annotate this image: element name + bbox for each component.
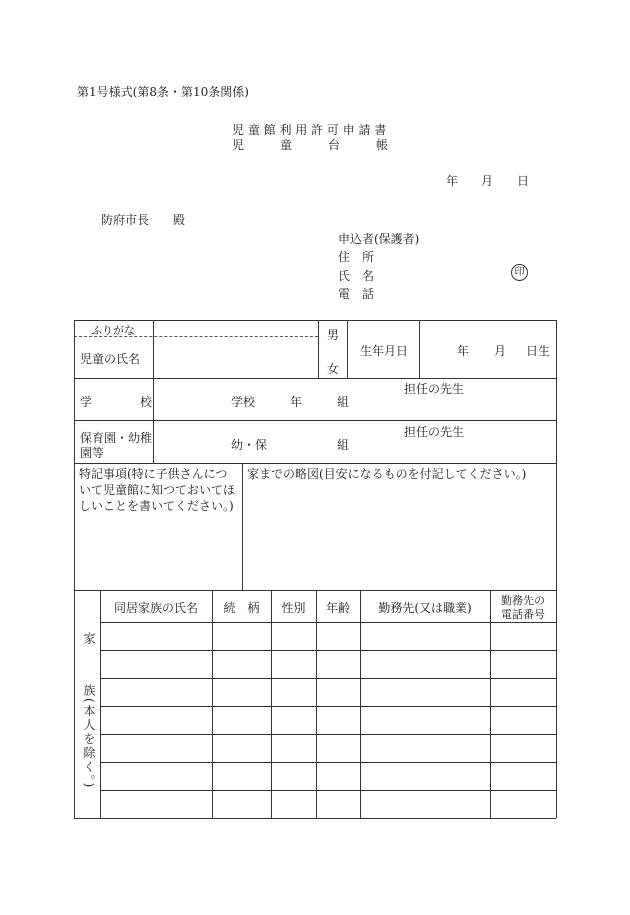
birth-date-label: 生年月日 [360, 344, 409, 358]
family-col-phone-line2: 電話番号 [501, 608, 545, 621]
family-col-relation: 続 柄 [223, 601, 260, 615]
school-label: 学 校 [80, 395, 153, 409]
gender-female: 女 [327, 362, 340, 376]
nursery-text: 幼・保 [231, 438, 268, 452]
school-class: 組 [337, 395, 350, 409]
special-notes-line3: しいことを書いてください。) [79, 499, 234, 513]
addressee: 防府市長 殿 [101, 213, 186, 227]
special-notes-line1: 特記事項(特に子供さんにつ [79, 467, 228, 481]
name-label: 氏 名 [338, 269, 375, 283]
address-label: 住 所 [338, 250, 375, 264]
family-col-gender: 性別 [281, 601, 306, 615]
birth-month: 月 [494, 344, 507, 358]
birth-year: 年 [457, 344, 470, 358]
map-instruction: 家までの略図(目安になるものを付記してください。) [247, 467, 527, 481]
child-name-label: 児童の氏名 [80, 352, 141, 366]
seal-icon: 印 [511, 264, 528, 281]
date-year: 年 [446, 174, 459, 188]
title-application: 児 童 館 利 用 許 可 申 請 書 [232, 123, 387, 137]
phone-label: 電 話 [338, 287, 375, 301]
school-text: 学校 [231, 395, 256, 409]
teacher-label-2: 担任の先生 [404, 425, 465, 439]
school-grade: 年 [290, 395, 303, 409]
applicant-heading: 申込者(保護者) [338, 232, 420, 246]
teacher-label: 担任の先生 [404, 382, 465, 396]
family-col-workplace: 勤務先(又は職業) [378, 601, 472, 615]
furigana-label: ふりがな [91, 324, 135, 337]
form-number: 第1号様式(第8条・第10条関係) [77, 85, 249, 99]
family-col-name: 同居家族の氏名 [113, 601, 198, 615]
family-side-label-1: 家 [82, 632, 96, 646]
family-side-label-2: 族(本人を除く。) [82, 684, 96, 790]
title-register: 児 童 台 帳 [232, 138, 389, 152]
nursery-label-line2: 園等 [80, 446, 105, 460]
nursery-class: 組 [337, 438, 350, 452]
date-month: 月 [481, 174, 494, 188]
gender-male: 男 [327, 328, 340, 342]
nursery-label-line1: 保育園・幼稚 [80, 431, 153, 445]
date-day: 日 [517, 174, 530, 188]
special-notes-line2: いて児童館に知つておいてほ [79, 483, 236, 497]
family-col-phone-line1: 勤務先の [501, 594, 545, 607]
birth-day: 日生 [526, 344, 551, 358]
family-col-age: 年齢 [325, 601, 350, 615]
